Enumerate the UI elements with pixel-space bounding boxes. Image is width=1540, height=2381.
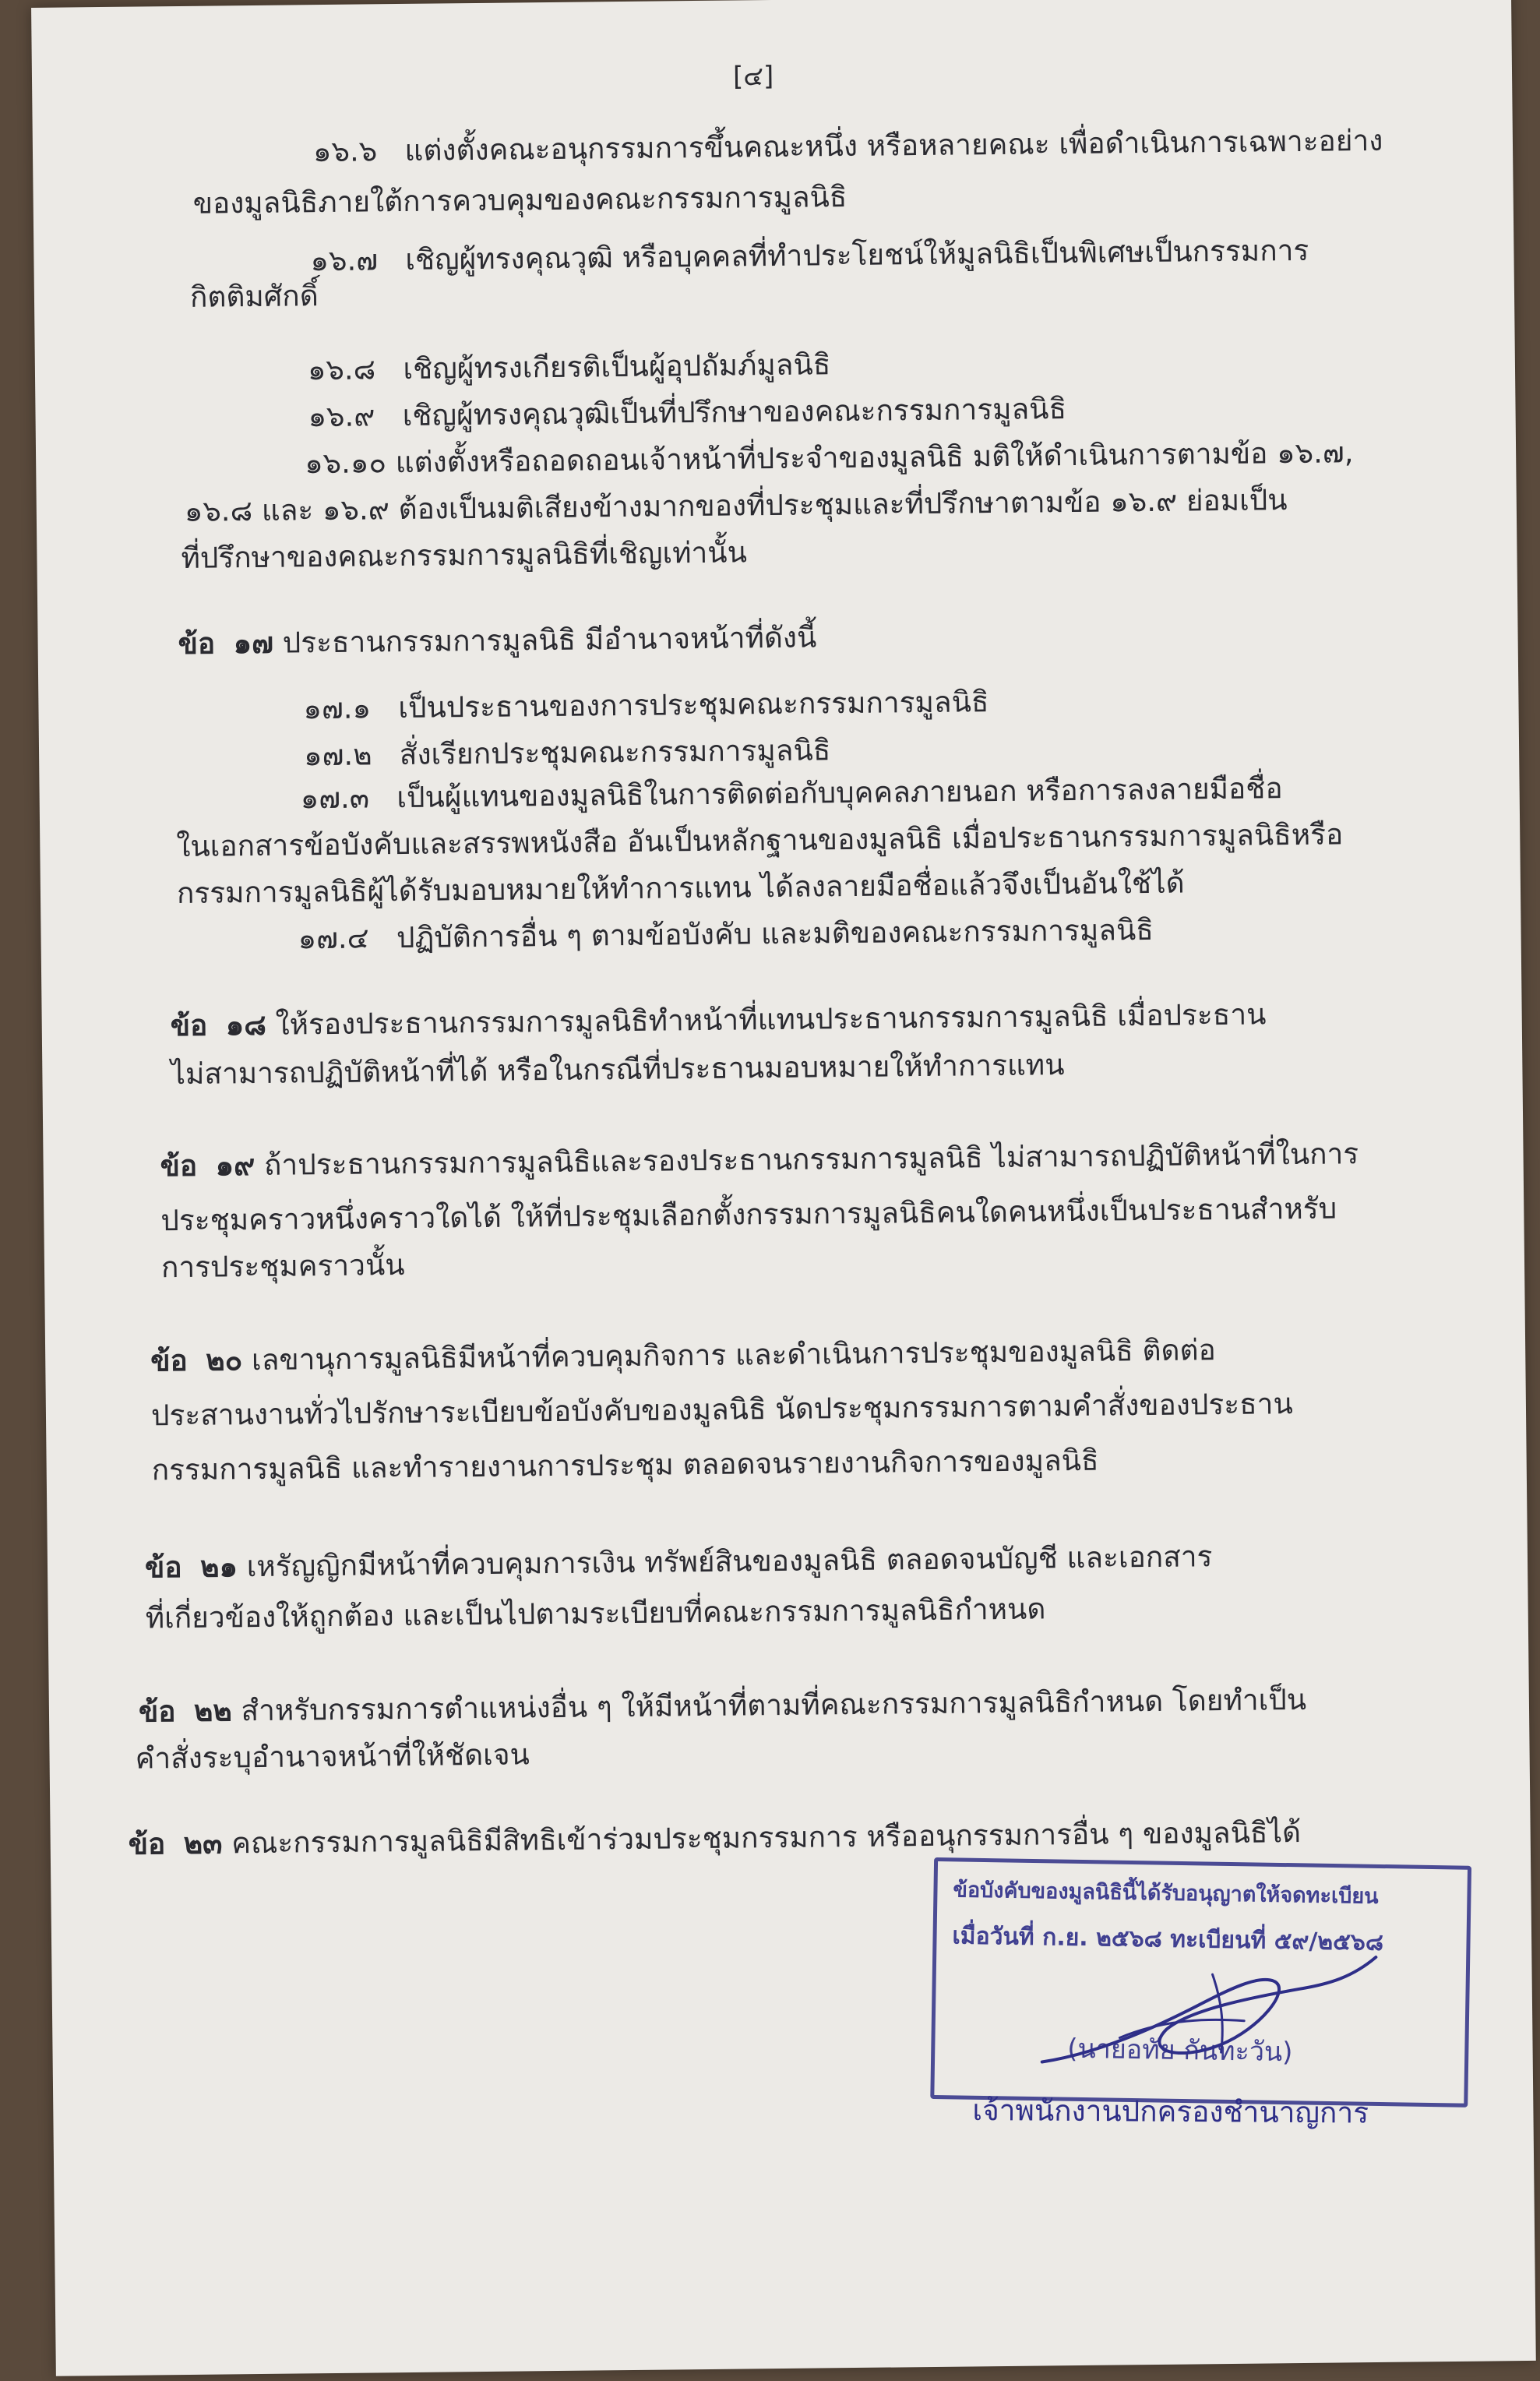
clause23-line1 [128,1815,1302,1861]
clause17-item3-cont2: กรรมการมูลนิธิผู้ได้รับมอบหมายให้ทำการแทน ได้ลงลายมือชื่อแล้วจึงเป็นอันใช้ได้ [176,866,1185,911]
clause16-item7-cont: กิตติมศักดิ์ [189,279,319,314]
clause-text: สำหรับกรรมการตำแหน่งอื่น ๆ ให้มีหน้าที่ตามที่คณะกรรมการมูลนิธิกำหนด โดยทำเป็น [241,1682,1307,1728]
document-page [31,0,1536,2376]
clause20-line1 [150,1333,1216,1378]
clause19-line2: ประชุมคราวหนึ่งคราวใดได้ ให้ที่ประชุมเลือกตั้งกรรมการมูลนิธิคนใดคนหนึ่งเป็นประธานสำหรับ [160,1191,1337,1238]
clause17-item2 [303,733,831,773]
item-number: ๑๗.๑ [303,691,372,726]
clause-number: ๒๐ [206,1343,243,1377]
clause-text: ประธานกรรมการมูลนิธิ มีอำนาจหน้าที่ดังนี้ [282,620,817,660]
item-text: ปฏิบัติการอื่น ๆ ตามข้อบังคับ และมติของคณะกรรมการมูลนิธิ [396,912,1154,955]
item-number: ๑๗.๔ [298,921,369,956]
item-text: เชิญผู้ทรงเกียรติเป็นผู้อุปถัมภ์มูลนิธิ [403,347,831,386]
clause18-line2: ไม่สามารถปฏิบัติหน้าที่ได้ หรือในกรณีที่ประธานมอบหมายให้ทำการแทน [171,1048,1065,1092]
clause17-item3 [300,771,1283,816]
clause-text: เหรัญญิกมีหน้าที่ควบคุมการเงิน ทรัพย์สินของมูลนิธิ ตลอดจนบัญชี และเอกสาร [246,1540,1213,1584]
clause-label: ข้อ [178,626,216,661]
clause16-item7 [310,233,1309,278]
signature-icon [1025,1942,1385,2086]
clause-number: ๒๓ [183,1826,223,1861]
clause16-item10 [304,436,1354,481]
clause16-item6 [312,123,1383,169]
clause17-heading [178,620,817,661]
clause17-item1 [303,685,989,726]
clause-number: ๑๙ [215,1148,255,1183]
clause17-item4 [298,912,1154,956]
stamp-officer-name: (นายอทัย กันทะวัน) [1066,2033,1293,2069]
item-text: เป็นประธานของการประชุมคณะกรรมการมูลนิธิ [398,685,989,725]
clause17-item3-cont1: ในเอกสารข้อบังคับและสรรพหนังสือ อันเป็นหลักฐานของมูลนิธิ เมื่อประธานกรรมการมูลนิธิหรือ [176,817,1344,864]
clause22-line2: คำสั่งระบุอำนาจหน้าที่ให้ชัดเจน [135,1737,530,1776]
item-number: ๑๗.๒ [303,738,372,773]
stamp-line1: ข้อบังคับของมูลนิธินี้ได้รับอนุญาตให้จดทะเบียน [953,1878,1379,1909]
clause-label: ข้อ [138,1695,176,1729]
clause-label: ข้อ [144,1550,182,1585]
clause16-item9 [308,392,1067,434]
clause21-line2: ที่เกี่ยวข้องให้ถูกต้อง และเป็นไปตามระเบียบที่คณะกรรมการมูลนิธิกำหนด [145,1592,1046,1635]
item-text: เชิญผู้ทรงคุณวุฒิเป็นที่ปรึกษาของคณะกรรมการมูลนิธิ [402,392,1067,432]
clause-text: คณะกรรมการมูลนิธิมีสิทธิเข้าร่วมประชุมกรรมการ หรืออนุกรรมการอื่น ๆ ของมูลนิธิได้ [231,1815,1302,1861]
clause-number: ๒๒ [193,1694,233,1728]
clause-number: ๑๘ [225,1007,267,1042]
clause19-line1 [160,1137,1359,1183]
clause-label: ข้อ [128,1827,166,1861]
item-number: ๑๖.๑๐ [304,446,387,481]
clause-number: ๑๗ [233,626,274,661]
item-number: ๑๖.๙ [308,399,375,434]
clause-text: ให้รองประธานกรรมการมูลนิธิทำหน้าที่แทนประธานกรรมการมูลนิธิ เมื่อประธาน [275,997,1267,1042]
clause-label: ข้อ [150,1343,188,1378]
item-text: เป็นผู้แทนของมูลนิธิในการติดต่อกับบุคคลภายนอก หรือการลงลายมือชื่อ [396,771,1283,815]
item-text: แต่งตั้งหรือถอดถอนเจ้าหน้าที่ประจำของมูลนิธิ มติให้ดำเนินการตามข้อ ๑๖.๗, [395,436,1354,480]
officer-title: เจ้าพนักงานปกครองชำนาญการ [972,2094,1369,2130]
clause-label: ข้อ [170,1008,208,1043]
stamp-line2: เมื่อวันที่ ก.ย. ๒๕๖๘ ทะเบียนที่ ๕๙/๒๕๖๘ [952,1922,1384,1957]
clause21-line1 [144,1540,1213,1585]
item-text: แต่งตั้งคณะอนุกรรมการขึ้นคณะหนึ่ง หรือหลายคณะ เพื่อดำเนินการเฉพาะอย่าง [404,123,1383,168]
clause18-line1 [170,997,1267,1043]
clause-label: ข้อ [160,1148,198,1183]
clause-number: ๒๑ [199,1550,238,1584]
item-number: ๑๖.๖ [312,134,378,169]
clause20-line3: กรรมการมูลนิธิ และทำรายงานการประชุม ตลอดจนรายงานกิจการของมูลนิธิ [151,1443,1099,1487]
item-text: เชิญผู้ทรงคุณวุฒิ หรือบุคคลที่ทำประโยชน์ให้มูลนิธิเป็นพิเศษเป็นกรรมการ [405,233,1309,277]
clause22-line1 [138,1682,1307,1729]
clause20-line2: ประสานงานทั่วไปรักษาระเบียบข้อบังคับของมูลนิธิ นัดประชุมกรรมการตามคำสั่งของประธาน [150,1387,1293,1433]
clause16-item8 [307,347,831,387]
clause16-item10-cont2: ที่ปรึกษาของคณะกรรมการมูลนิธิที่เชิญเท่านั้น [181,535,748,575]
clause16-item6-cont: ของมูลนิธิภายใต้การควบคุมของคณะกรรมการมูลนิธิ [192,179,848,220]
page-number: [๔] [732,60,774,93]
item-text: สั่งเรียกประชุมคณะกรรมการมูลนิธิ [399,733,831,772]
item-number: ๑๖.๗ [310,243,379,278]
item-number: ๑๗.๓ [300,781,370,816]
clause-text: ถ้าประธานกรรมการมูลนิธิและรองประธานกรรมการมูลนิธิ ไม่สามารถปฏิบัติหน้าที่ในการ [263,1137,1359,1182]
item-number: ๑๖.๘ [307,352,376,387]
clause-text: เลขานุการมูลนิธิมีหน้าที่ควบคุมกิจการ และดำเนินการประชุมของมูลนิธิ ติดต่อ [251,1333,1216,1377]
clause19-line3: การประชุมคราวนั้น [160,1248,405,1285]
clause16-item10-cont1: ๑๖.๘ และ ๑๖.๙ ต้องเป็นมติเสียงข้างมากของที่ประชุมและที่ปรึกษาตามข้อ ๑๖.๙ ย่อมเป็น [184,483,1288,528]
